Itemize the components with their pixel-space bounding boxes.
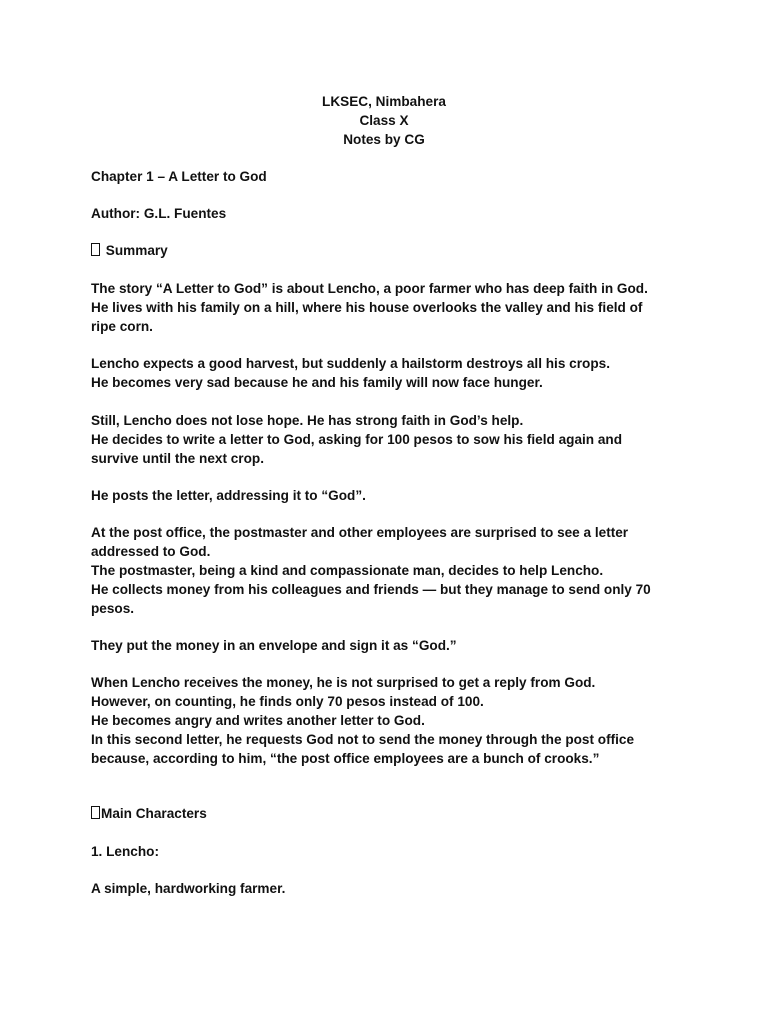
paragraph-line: addressed to God.: [91, 544, 211, 559]
summary-heading-text: Summary: [105, 243, 168, 258]
paragraph-line: He posts the letter, addressing it to “God”.: [91, 488, 366, 503]
paragraph-line: He becomes very sad because he and his family will now face hunger.: [91, 375, 543, 390]
paragraph-line: He lives with his family on a hill, where his house overlooks the valley and his field of: [91, 300, 643, 315]
paragraph-line: He decides to write a letter to God, asking for 100 pesos to sow his field again and: [91, 432, 623, 447]
paragraph-line: They put the money in an envelope and sign it as “God.”: [91, 638, 457, 653]
paragraph-line: The postmaster, being a kind and compassionate man, decides to help Lencho.: [91, 563, 604, 578]
missing-glyph-box-icon: [91, 243, 100, 256]
school-name: LKSEC, Nimbahera: [322, 94, 446, 109]
paragraph-line: He becomes angry and writes another letter to God.: [91, 713, 425, 728]
paragraph-line: When Lencho receives the money, he is not surprised to get a reply from God.: [91, 675, 596, 690]
paragraph-line: At the post office, the postmaster and other employees are surprised to see a letter: [91, 525, 629, 540]
paragraph-line: However, on counting, he finds only 70 pesos instead of 100.: [91, 694, 484, 709]
author-line: Author: G.L. Fuentes: [91, 206, 227, 221]
paragraph-line: Lencho expects a good harvest, but suddenly a hailstorm destroys all his crops.: [91, 356, 610, 371]
paragraph-line: pesos.: [91, 601, 135, 616]
missing-glyph-box-icon: [91, 806, 100, 819]
paragraph-line: In this second letter, he requests God not to send the money through the post office: [91, 732, 635, 747]
chapter-title: Chapter 1 – A Letter to God: [91, 169, 267, 184]
paragraph-line: survive until the next crop.: [91, 451, 264, 466]
characters-heading-text: Main Characters: [101, 806, 207, 821]
class-name: Class X: [359, 113, 409, 128]
character-description: A simple, hardworking farmer.: [91, 881, 286, 896]
character-title: 1. Lencho:: [91, 844, 159, 859]
characters-heading: [91, 804, 207, 823]
paragraph-line: Still, Lencho does not lose hope. He has strong faith in God’s help.: [91, 413, 524, 428]
paragraph-line: The story “A Letter to God” is about Lencho, a poor farmer who has deep faith in God.: [91, 281, 648, 296]
document-header: [0, 92, 768, 149]
notes-credit: Notes by CG: [343, 132, 425, 147]
summary-heading: [91, 241, 168, 260]
paragraph-line: ripe corn.: [91, 319, 153, 334]
paragraph-line: He collects money from his colleagues and friends — but they manage to send only 70: [91, 582, 651, 597]
paragraph-line: because, according to him, “the post office employees are a bunch of crooks.”: [91, 751, 600, 766]
